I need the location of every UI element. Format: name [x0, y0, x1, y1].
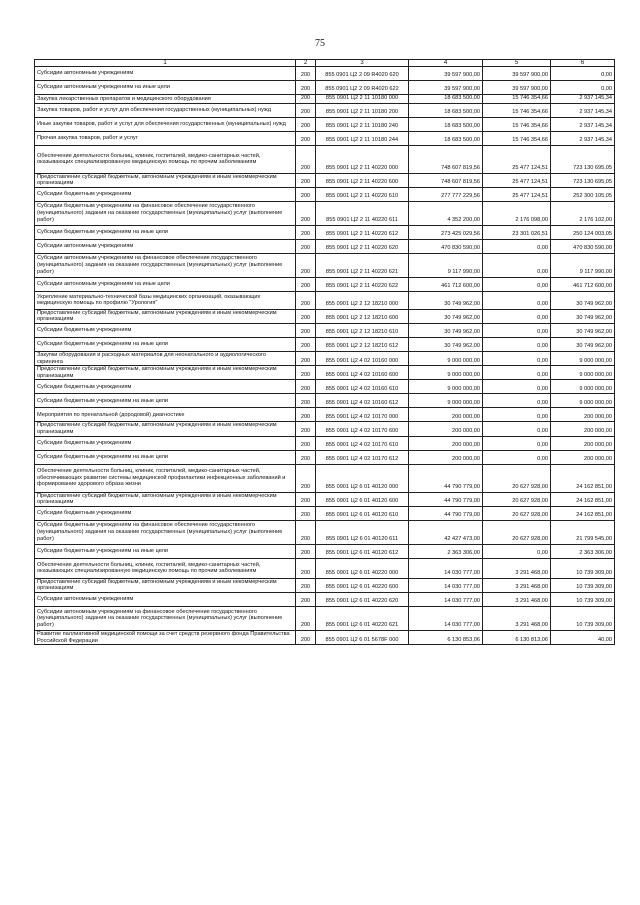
- row-code: 200: [296, 506, 316, 520]
- row-amount-executed: 0,00: [483, 309, 551, 323]
- row-amount-remaining: 9 000 000,00: [551, 394, 615, 408]
- row-amount-remaining: 723 130 695,05: [551, 173, 615, 187]
- row-amount-executed: 15 746 354,66: [483, 131, 551, 145]
- row-amount-executed: 2 176 098,00: [483, 201, 551, 225]
- row-amount-plan: 2 363 306,00: [409, 544, 483, 558]
- row-kbk: 855 0901 Ц2 2 11 10180 240: [316, 117, 409, 131]
- row-amount-remaining: 200 000,00: [551, 408, 615, 422]
- row-amount-executed: 15 746 354,66: [483, 95, 551, 104]
- column-header: 3: [316, 60, 409, 67]
- table-row: [35, 630, 615, 644]
- row-amount-plan: 461 712 600,00: [409, 277, 483, 291]
- row-kbk: 855 0901 Ц2 2 11 40220 610: [316, 187, 409, 201]
- table-row: [35, 578, 615, 592]
- row-amount-executed: 6 130 813,06: [483, 630, 551, 644]
- row-amount-remaining: 9 117 990,00: [551, 253, 615, 277]
- row-name: Обеспечение деятельности больниц, клиник, госпиталей, медико-санитарных частей, оказывающих специализированную медицинскую помощь по прочим заболеваниям: [35, 145, 296, 173]
- row-code: 200: [296, 225, 316, 239]
- row-amount-executed: 0,00: [483, 422, 551, 436]
- table-row: [35, 291, 615, 309]
- row-name: Субсидии бюджетным учреждениям: [35, 506, 296, 520]
- row-name: Субсидии бюджетным учреждениям: [35, 380, 296, 394]
- row-amount-plan: 14 030 777,00: [409, 606, 483, 630]
- row-amount-remaining: 9 000 000,00: [551, 351, 615, 365]
- row-code: 200: [296, 351, 316, 365]
- row-code: 200: [296, 117, 316, 131]
- table-row: [35, 394, 615, 408]
- row-amount-plan: 4 352 200,00: [409, 201, 483, 225]
- row-amount-executed: 25 477 124,51: [483, 145, 551, 173]
- row-amount-plan: 9 117 990,00: [409, 253, 483, 277]
- row-amount-remaining: 2 937 145,34: [551, 95, 615, 104]
- row-kbk: 855 0901 Ц2 2 11 40220 621: [316, 253, 409, 277]
- row-amount-executed: 25 477 124,51: [483, 173, 551, 187]
- table-row: [35, 380, 615, 394]
- row-amount-plan: 200 000,00: [409, 408, 483, 422]
- row-amount-plan: 39 597 900,00: [409, 67, 483, 81]
- row-code: 200: [296, 291, 316, 309]
- row-amount-plan: 30 749 962,00: [409, 291, 483, 309]
- row-amount-executed: 0,00: [483, 337, 551, 351]
- row-code: 200: [296, 253, 316, 277]
- table-row: [35, 225, 615, 239]
- table-row: [35, 408, 615, 422]
- row-amount-plan: 30 749 962,00: [409, 323, 483, 337]
- row-name: Иные закупки товаров, работ и услуг для обеспечения государственных (муниципальных) нужд: [35, 117, 296, 131]
- row-kbk: 855 0901 Ц2 4 02 10170 612: [316, 450, 409, 464]
- row-amount-executed: 3 291 468,00: [483, 578, 551, 592]
- table-row: [35, 323, 615, 337]
- table-row: [35, 558, 615, 578]
- row-code: 200: [296, 380, 316, 394]
- row-name: Субсидии автономным учреждениям: [35, 592, 296, 606]
- row-code: 200: [296, 422, 316, 436]
- row-name: Предоставление субсидий бюджетным, автономным учреждениям и иным некоммерческим организациям: [35, 309, 296, 323]
- row-amount-plan: 9 000 000,00: [409, 380, 483, 394]
- row-amount-remaining: 252 300 105,05: [551, 187, 615, 201]
- row-amount-plan: 39 597 900,00: [409, 81, 483, 95]
- row-amount-executed: 0,00: [483, 436, 551, 450]
- row-code: 200: [296, 544, 316, 558]
- row-amount-remaining: 10 739 309,00: [551, 578, 615, 592]
- row-kbk: 855 0901 Ц2 4 02 10160 000: [316, 351, 409, 365]
- row-amount-plan: 200 000,00: [409, 436, 483, 450]
- row-kbk: 855 0901 Ц2 6 01 40220 620: [316, 592, 409, 606]
- row-name: Субсидии бюджетным учреждениям: [35, 436, 296, 450]
- row-code: 200: [296, 131, 316, 145]
- row-kbk: 855 0901 Ц2 4 02 10170 610: [316, 436, 409, 450]
- row-amount-remaining: 24 162 851,00: [551, 464, 615, 492]
- table-row: [35, 606, 615, 630]
- table-row: [35, 450, 615, 464]
- row-kbk: 855 0901 Ц2 2 09 R4020 622: [316, 81, 409, 95]
- row-kbk: 855 0901 Ц2 2 11 40220 620: [316, 239, 409, 253]
- row-kbk: 855 0901 Ц2 6 01 40220 600: [316, 578, 409, 592]
- table-row: [35, 117, 615, 131]
- row-amount-executed: 3 291 468,00: [483, 592, 551, 606]
- row-amount-remaining: 24 162 851,00: [551, 506, 615, 520]
- row-amount-executed: 0,00: [483, 394, 551, 408]
- row-code: 200: [296, 95, 316, 104]
- row-amount-plan: 14 030 777,00: [409, 592, 483, 606]
- row-code: 200: [296, 436, 316, 450]
- row-kbk: 855 0901 Ц2 6 01 40120 611: [316, 520, 409, 544]
- row-kbk: 855 0901 Ц2 6 01 40220 621: [316, 606, 409, 630]
- row-amount-executed: 20 627 928,00: [483, 464, 551, 492]
- row-kbk: 855 0901 Ц2 6 01 5678F 000: [316, 630, 409, 644]
- row-amount-executed: 20 627 928,00: [483, 492, 551, 506]
- row-kbk: 855 0901 Ц2 6 01 40120 000: [316, 464, 409, 492]
- row-amount-plan: 200 000,00: [409, 450, 483, 464]
- row-name: Мероприятия по пренатальной (дородовой) диагностике: [35, 408, 296, 422]
- row-amount-executed: 0,00: [483, 380, 551, 394]
- row-amount-executed: 15 746 354,66: [483, 117, 551, 131]
- row-amount-remaining: 24 162 851,00: [551, 492, 615, 506]
- row-amount-remaining: 21 799 545,00: [551, 520, 615, 544]
- row-amount-remaining: 723 130 695,05: [551, 145, 615, 173]
- row-name: Предоставление субсидий бюджетным, автономным учреждениям и иным некоммерческим организациям: [35, 492, 296, 506]
- row-name: Предоставление субсидий бюджетным, автономным учреждениям и иным некоммерческим организациям: [35, 366, 296, 380]
- row-name: Субсидии автономным учреждениям на иные цели: [35, 81, 296, 95]
- row-amount-remaining: 40,00: [551, 630, 615, 644]
- row-code: 200: [296, 201, 316, 225]
- row-kbk: 855 0901 Ц2 2 11 40220 622: [316, 277, 409, 291]
- row-kbk: 855 0901 Ц2 4 02 10160 612: [316, 394, 409, 408]
- row-amount-executed: 3 291 468,00: [483, 558, 551, 578]
- row-kbk: 855 0901 Ц2 4 02 10170 600: [316, 422, 409, 436]
- row-code: 200: [296, 630, 316, 644]
- row-amount-plan: 30 749 962,00: [409, 309, 483, 323]
- row-code: 200: [296, 606, 316, 630]
- row-code: 200: [296, 520, 316, 544]
- row-amount-plan: 18 683 500,00: [409, 131, 483, 145]
- row-kbk: 855 0901 Ц2 6 01 40120 610: [316, 506, 409, 520]
- row-amount-remaining: 10 739 309,00: [551, 606, 615, 630]
- row-code: 200: [296, 187, 316, 201]
- row-name: Предоставление субсидий бюджетным, автономным учреждениям и иным некоммерческим организациям: [35, 578, 296, 592]
- row-code: 200: [296, 464, 316, 492]
- row-code: 200: [296, 309, 316, 323]
- row-name: Обеспечение деятельности больниц, клиник, госпиталей, медико-санитарных частей, обеспечивающих развитие системы медицинской профилактики инфекционных заболеваний и формирование здорового образа жизни: [35, 464, 296, 492]
- column-header: 4: [409, 60, 483, 67]
- row-name: Субсидии автономным учреждениям на иные цели: [35, 277, 296, 291]
- budget-table: [34, 59, 615, 645]
- table-row: [35, 253, 615, 277]
- row-amount-executed: 0,00: [483, 408, 551, 422]
- row-amount-plan: 14 030 777,00: [409, 578, 483, 592]
- row-amount-plan: 748 607 819,56: [409, 145, 483, 173]
- row-amount-plan: 9 000 000,00: [409, 351, 483, 365]
- row-kbk: 855 0901 Ц2 2 09 R4020 620: [316, 67, 409, 81]
- row-amount-plan: 44 790 779,00: [409, 506, 483, 520]
- table-row: [35, 422, 615, 436]
- row-code: 200: [296, 592, 316, 606]
- table-row: [35, 187, 615, 201]
- row-amount-remaining: 9 000 000,00: [551, 366, 615, 380]
- row-amount-executed: 0,00: [483, 544, 551, 558]
- row-name: Субсидии автономным учреждениям на финансовое обеспечение государственного (муниципального) задания на оказание государственных (муниципальных) услуг (выполнение работ): [35, 606, 296, 630]
- row-code: 200: [296, 394, 316, 408]
- row-kbk: 855 0901 Ц2 2 11 40220 600: [316, 173, 409, 187]
- row-amount-executed: 0,00: [483, 239, 551, 253]
- row-amount-executed: 39 597 900,00: [483, 81, 551, 95]
- row-name: Развитие паллиативной медицинской помощи за счет средств резервного фонда Правительства Российской Федерации: [35, 630, 296, 644]
- row-amount-plan: 14 030 777,00: [409, 558, 483, 578]
- row-amount-plan: 18 683 500,00: [409, 117, 483, 131]
- row-amount-remaining: 10 739 309,00: [551, 558, 615, 578]
- row-name: Прочая закупка товаров, работ и услуг: [35, 131, 296, 145]
- column-header: 6: [551, 60, 615, 67]
- row-kbk: 855 0901 Ц2 2 11 10180 200: [316, 103, 409, 117]
- row-amount-plan: 44 790 779,00: [409, 464, 483, 492]
- row-amount-remaining: 2 937 145,34: [551, 117, 615, 131]
- row-name: Обеспечение деятельности больниц, клиник, госпиталей, медико-санитарных частей, оказывающих специализированную медицинскую помощь по прочим заболеваниям: [35, 558, 296, 578]
- row-amount-remaining: 2 363 306,00: [551, 544, 615, 558]
- table-row: [35, 81, 615, 95]
- column-header: 2: [296, 60, 316, 67]
- table-row: [35, 131, 615, 145]
- row-kbk: 855 0901 Ц2 2 12 18210 000: [316, 291, 409, 309]
- table-row: [35, 506, 615, 520]
- row-code: 200: [296, 145, 316, 173]
- row-amount-plan: 30 749 962,00: [409, 337, 483, 351]
- row-name: Субсидии бюджетным учреждениям: [35, 323, 296, 337]
- row-name: Закупка товаров, работ и услуг для обеспечения государственных (муниципальных) нужд: [35, 103, 296, 117]
- row-kbk: 855 0901 Ц2 6 01 40120 612: [316, 544, 409, 558]
- row-name: Субсидии бюджетным учреждениям на иные цели: [35, 337, 296, 351]
- row-amount-executed: 0,00: [483, 450, 551, 464]
- table-row: [35, 492, 615, 506]
- row-name: Субсидии бюджетным учреждениям на иные цели: [35, 544, 296, 558]
- table-row: [35, 544, 615, 558]
- row-kbk: 855 0901 Ц2 2 11 10180 244: [316, 131, 409, 145]
- row-kbk: 855 0901 Ц2 2 11 40220 611: [316, 201, 409, 225]
- row-amount-executed: 20 627 928,00: [483, 506, 551, 520]
- row-code: 200: [296, 173, 316, 187]
- row-amount-plan: 273 425 029,56: [409, 225, 483, 239]
- table-row: [35, 173, 615, 187]
- table-row: [35, 592, 615, 606]
- row-amount-remaining: 200 000,00: [551, 422, 615, 436]
- row-name: Субсидии бюджетным учреждениям на иные цели: [35, 225, 296, 239]
- row-amount-remaining: 470 830 590,00: [551, 239, 615, 253]
- row-code: 200: [296, 408, 316, 422]
- row-name: Субсидии бюджетным учреждениям на иные цели: [35, 394, 296, 408]
- table-row: [35, 277, 615, 291]
- row-amount-plan: 44 790 779,00: [409, 492, 483, 506]
- row-amount-executed: 15 746 354,66: [483, 103, 551, 117]
- table-row: [35, 309, 615, 323]
- table-row: [35, 337, 615, 351]
- table-row: [35, 520, 615, 544]
- row-kbk: 855 0901 Ц2 2 11 10180 000: [316, 95, 409, 104]
- row-amount-remaining: 200 000,00: [551, 436, 615, 450]
- row-amount-remaining: 2 176 102,00: [551, 201, 615, 225]
- row-amount-executed: 0,00: [483, 366, 551, 380]
- row-kbk: 855 0901 Ц2 6 01 40120 600: [316, 492, 409, 506]
- row-amount-remaining: 200 000,00: [551, 450, 615, 464]
- column-header: 1: [35, 60, 296, 67]
- row-amount-executed: 0,00: [483, 253, 551, 277]
- row-name: Закупка лекарственных препаратов и медицинского оборудования: [35, 95, 296, 104]
- row-amount-plan: 470 830 590,00: [409, 239, 483, 253]
- row-code: 200: [296, 558, 316, 578]
- row-code: 200: [296, 492, 316, 506]
- row-amount-plan: 277 777 229,56: [409, 187, 483, 201]
- row-amount-remaining: 2 937 145,34: [551, 103, 615, 117]
- row-amount-remaining: 0,00: [551, 81, 615, 95]
- row-code: 200: [296, 578, 316, 592]
- row-kbk: 855 0901 Ц2 4 02 10170 000: [316, 408, 409, 422]
- row-kbk: 855 0901 Ц2 4 02 10160 610: [316, 380, 409, 394]
- row-name: Субсидии бюджетным учреждениям на финансовое обеспечение государственного (муниципального) задания на оказание государственных (муниципальных) услуг (выполнение работ): [35, 520, 296, 544]
- row-amount-plan: 18 683 500,00: [409, 103, 483, 117]
- table-row: [35, 145, 615, 173]
- row-amount-executed: 39 597 900,00: [483, 67, 551, 81]
- row-name: Укрепление материально-технической базы медицинских организаций, оказывающих медицинскую помощь по профилю "Урология": [35, 291, 296, 309]
- row-amount-executed: 20 627 928,00: [483, 520, 551, 544]
- row-amount-plan: 748 607 819,56: [409, 173, 483, 187]
- row-kbk: 855 0901 Ц2 2 12 18210 610: [316, 323, 409, 337]
- row-amount-remaining: 250 124 003,05: [551, 225, 615, 239]
- row-kbk: 855 0901 Ц2 2 12 18210 600: [316, 309, 409, 323]
- row-kbk: 855 0901 Ц2 2 11 40220 612: [316, 225, 409, 239]
- row-name: Субсидии бюджетным учреждениям: [35, 187, 296, 201]
- page-number: 75: [315, 38, 325, 49]
- row-name: Субсидии бюджетным учреждениям на иные цели: [35, 450, 296, 464]
- row-amount-remaining: 461 712 600,00: [551, 277, 615, 291]
- row-code: 200: [296, 450, 316, 464]
- table-row: [35, 67, 615, 81]
- row-kbk: 855 0901 Ц2 6 01 40220 000: [316, 558, 409, 578]
- row-name: Субсидии автономным учреждениям на финансовое обеспечение государственного (муниципального) задания на оказание государственных (муниципальных) услуг (выполнение работ): [35, 253, 296, 277]
- row-amount-plan: 18 683 500,00: [409, 95, 483, 104]
- table-row: [35, 201, 615, 225]
- row-code: 200: [296, 67, 316, 81]
- row-name: Предоставление субсидий бюджетным, автономным учреждениям и иным некоммерческим организациям: [35, 422, 296, 436]
- row-amount-remaining: 2 937 145,34: [551, 131, 615, 145]
- table-row: [35, 436, 615, 450]
- row-code: 200: [296, 103, 316, 117]
- row-name: Субсидии автономным учреждениям: [35, 67, 296, 81]
- row-amount-executed: 0,00: [483, 323, 551, 337]
- row-amount-executed: 0,00: [483, 277, 551, 291]
- row-amount-plan: 200 000,00: [409, 422, 483, 436]
- row-amount-remaining: 10 739 309,00: [551, 592, 615, 606]
- row-kbk: 855 0901 Ц2 2 12 18210 612: [316, 337, 409, 351]
- row-amount-executed: 25 477 124,51: [483, 187, 551, 201]
- column-number-header: [35, 60, 615, 67]
- row-amount-remaining: 30 749 962,00: [551, 323, 615, 337]
- row-code: 200: [296, 239, 316, 253]
- row-code: 200: [296, 277, 316, 291]
- row-amount-remaining: 30 749 962,00: [551, 309, 615, 323]
- row-name: Субсидии бюджетным учреждениям на финансовое обеспечение государственного (муниципального) задания на оказание государственных (муниципальных) услуг (выполнение работ): [35, 201, 296, 225]
- row-amount-remaining: 0,00: [551, 67, 615, 81]
- row-name: Закупки оборудования и расходных материалов для неонатального и аудиологического скрининга: [35, 351, 296, 365]
- table-row: [35, 464, 615, 492]
- row-amount-plan: 9 000 000,00: [409, 366, 483, 380]
- row-kbk: 855 0901 Ц2 4 02 10160 600: [316, 366, 409, 380]
- row-amount-executed: 3 291 468,00: [483, 606, 551, 630]
- row-code: 200: [296, 366, 316, 380]
- row-kbk: 855 0901 Ц2 2 11 40220 000: [316, 145, 409, 173]
- row-name: Субсидии автономным учреждениям: [35, 239, 296, 253]
- row-amount-plan: 9 000 000,00: [409, 394, 483, 408]
- row-code: 200: [296, 323, 316, 337]
- row-amount-executed: 0,00: [483, 291, 551, 309]
- table-row: [35, 103, 615, 117]
- row-amount-remaining: 30 749 962,00: [551, 291, 615, 309]
- row-amount-remaining: 9 000 000,00: [551, 380, 615, 394]
- table-row: [35, 366, 615, 380]
- column-header: 5: [483, 60, 551, 67]
- table-row: [35, 95, 615, 104]
- row-amount-remaining: 30 749 962,00: [551, 337, 615, 351]
- row-amount-executed: 23 301 026,51: [483, 225, 551, 239]
- table-row: [35, 351, 615, 365]
- table-row: [35, 239, 615, 253]
- row-name: Предоставление субсидий бюджетным, автономным учреждениям и иным некоммерческим организациям: [35, 173, 296, 187]
- row-amount-plan: 42 427 473,00: [409, 520, 483, 544]
- row-amount-executed: 0,00: [483, 351, 551, 365]
- row-amount-plan: 6 130 853,06: [409, 630, 483, 644]
- row-code: 200: [296, 81, 316, 95]
- row-code: 200: [296, 337, 316, 351]
